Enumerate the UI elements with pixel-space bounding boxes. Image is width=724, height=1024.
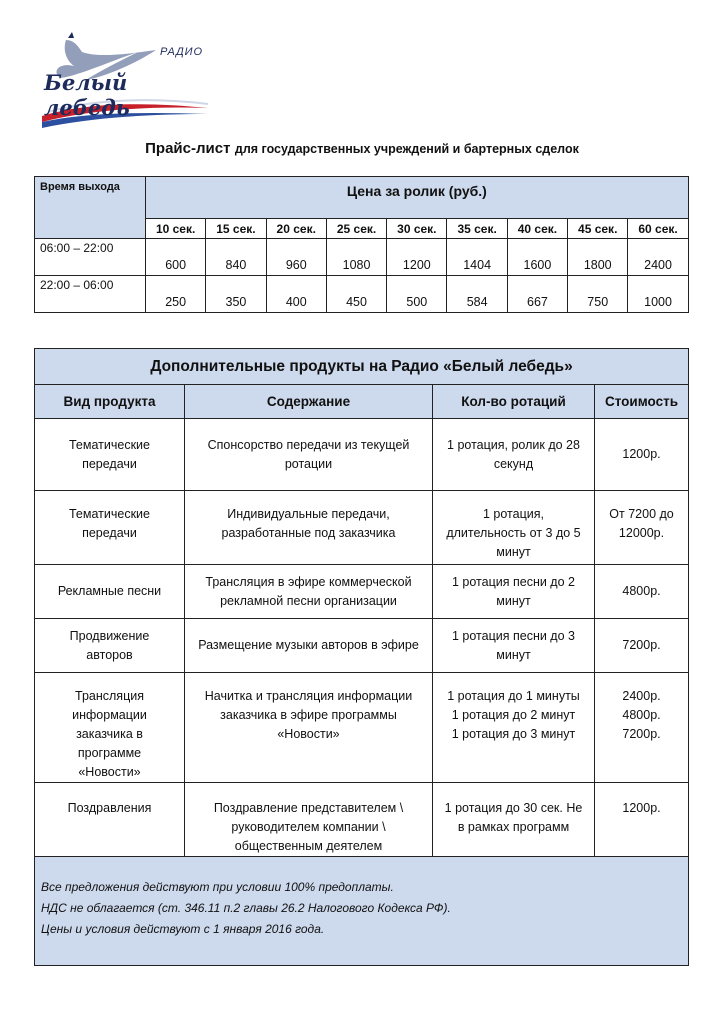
product-rotations-line: 1 ротация, ролик до 28	[447, 437, 580, 452]
product-content-line: Спонсорство передачи из текущей	[207, 437, 410, 452]
product-rotations-line: минут	[496, 647, 531, 662]
product-name-line: заказчика в	[76, 727, 143, 741]
product-row	[35, 419, 689, 491]
product-name-line: информации	[72, 708, 147, 722]
product-name-line: передачи	[82, 526, 137, 540]
price-cell: 1404	[447, 239, 507, 276]
price-row	[35, 276, 689, 313]
product-name	[35, 491, 185, 565]
product-name-line: Трансляция	[75, 689, 144, 703]
page-title	[0, 140, 724, 158]
product-price	[595, 419, 689, 491]
product-content-line: общественным деятелем	[234, 839, 383, 853]
price-cell: 667	[507, 276, 567, 313]
products-column-header: Стоимость	[595, 385, 689, 419]
product-content-line: разработанные под заказчика	[221, 526, 396, 540]
product-content	[185, 419, 433, 491]
product-rotations	[433, 783, 595, 857]
product-name-line: авторов	[86, 647, 133, 662]
price-cell: 1200	[387, 239, 447, 276]
product-name-line: Рекламные песни	[57, 584, 162, 598]
products-header-row	[35, 385, 689, 419]
product-price	[595, 491, 689, 565]
price-cell: 1080	[326, 239, 386, 276]
product-row	[35, 565, 689, 619]
product-rotations-line: 1 ротация до 30 сек. Не	[444, 801, 583, 815]
price-cell: 350	[206, 276, 266, 313]
product-rotations-line: минут	[496, 545, 531, 559]
product-name	[35, 619, 185, 673]
product-rotations	[433, 673, 595, 783]
duration-header: 15 сек.	[206, 219, 266, 239]
product-price-line: 2400р.	[622, 689, 661, 703]
page-title-subtitle: для государственных учреждений и бартерных сделок	[234, 142, 579, 156]
product-rotations-line: длительность от 3 до 5	[446, 526, 581, 540]
product-name-line: Поздравления	[67, 801, 152, 815]
products-column-header: Вид продукта	[35, 385, 185, 419]
product-content	[185, 565, 433, 619]
product-content-line: заказчика в эфире программы	[220, 708, 397, 722]
products-column-header: Кол-во ротаций	[433, 385, 595, 419]
product-row	[35, 673, 689, 783]
product-content-line: Поздравление представителем \	[213, 801, 404, 815]
products-title: Дополнительные продукты на Радио «Белый лебедь»	[35, 349, 689, 385]
price-cell: 840	[206, 239, 266, 276]
radio-logo	[38, 32, 218, 132]
product-content	[185, 619, 433, 673]
price-row	[35, 239, 689, 276]
time-slot: 06:00 – 22:00	[35, 239, 146, 276]
price-cell: 1000	[628, 276, 688, 313]
product-rotations	[433, 419, 595, 491]
product-name-line: программе	[77, 746, 142, 760]
product-content-line: «Новости»	[277, 727, 340, 741]
duration-header: 25 сек.	[326, 219, 386, 239]
product-price-line: 1200р.	[622, 447, 661, 461]
product-price	[595, 673, 689, 783]
product-name	[35, 783, 185, 857]
price-cell: 750	[568, 276, 628, 313]
product-content	[185, 673, 433, 783]
product-price-line: От 7200 до	[609, 507, 674, 521]
price-cell: 584	[447, 276, 507, 313]
duration-header: 10 сек.	[146, 219, 206, 239]
product-price-line: 4800р.	[622, 584, 661, 598]
price-cell: 250	[146, 276, 206, 313]
price-cell: 500	[387, 276, 447, 313]
product-price	[595, 783, 689, 857]
price-cell: 2400	[628, 239, 688, 276]
product-price	[595, 565, 689, 619]
product-content-line: Трансляция в эфире коммерческой	[205, 574, 412, 589]
product-rotations-line: 1 ротация,	[483, 507, 544, 521]
logo-title: Белый лебедь	[44, 70, 130, 120]
product-name-line: Продвижение	[69, 628, 150, 643]
duration-header: 40 сек.	[507, 219, 567, 239]
product-rotations-line: 1 ротация песни до 2	[452, 574, 575, 589]
price-cell: 600	[146, 239, 206, 276]
product-content-line: руководителем компании \	[231, 820, 386, 834]
product-rotations	[433, 491, 595, 565]
note-validity: Цены и условия действуют с 1 января 2016 года.	[41, 922, 325, 936]
price-cell: 1600	[507, 239, 567, 276]
price-cell: 450	[326, 276, 386, 313]
product-row	[35, 619, 689, 673]
product-rotations-line: в рамках программ	[457, 820, 570, 834]
product-price-line: 12000р.	[618, 526, 665, 540]
product-rotations	[433, 565, 595, 619]
product-content	[185, 491, 433, 565]
note-prepayment: Все предложения действуют при условии 100% предоплаты.	[41, 880, 394, 894]
product-content-line: рекламной песни организации	[220, 593, 397, 608]
price-table	[34, 176, 689, 313]
duration-header: 45 сек.	[568, 219, 628, 239]
price-cell: 400	[266, 276, 326, 313]
product-rotations-line: секунд	[493, 456, 534, 471]
product-rotations-line: 1 ротация песни до 3	[452, 628, 575, 643]
product-price-line: 7200р.	[622, 638, 661, 652]
duration-header: 60 сек.	[628, 219, 688, 239]
notes-block	[35, 857, 689, 966]
product-name-line: «Новости»	[78, 765, 141, 779]
product-rotations-line: 1 ротация до 2 минут	[451, 708, 576, 722]
product-content	[185, 783, 433, 857]
product-name	[35, 673, 185, 783]
price-cell: 960	[266, 239, 326, 276]
product-row	[35, 491, 689, 565]
product-content-line: ротации	[284, 456, 333, 471]
product-content-line: Размещение музыки авторов в эфире	[198, 638, 419, 652]
logo-radio-label: РАДИО	[160, 46, 204, 58]
product-name-line: передачи	[82, 456, 137, 471]
duration-header: 30 сек.	[387, 219, 447, 239]
time-slot: 22:00 – 06:00	[35, 276, 146, 313]
time-header: Время выхода	[35, 177, 146, 239]
product-price-line: 1200р.	[622, 801, 661, 815]
price-header: Цена за ролик (руб.)	[146, 177, 689, 219]
product-content-line: Индивидуальные передачи,	[227, 507, 390, 521]
product-content-line: Начитка и трансляция информации	[204, 689, 413, 703]
product-row	[35, 783, 689, 857]
product-name	[35, 419, 185, 491]
note-vat: НДС не облагается (ст. 346.11 п.2 главы 26.2 Налогового Кодекса РФ).	[41, 901, 451, 915]
price-cell: 1800	[568, 239, 628, 276]
product-price-line: 4800р.	[622, 708, 661, 722]
product-price	[595, 619, 689, 673]
product-price-line: 7200р.	[622, 727, 661, 741]
product-rotations-line: минут	[496, 593, 531, 608]
products-column-header: Содержание	[185, 385, 433, 419]
product-rotations-line: 1 ротация до 1 минуты	[447, 689, 580, 703]
product-name-line: Тематические	[69, 437, 150, 452]
product-name-line: Тематические	[69, 507, 150, 521]
page-title-main: Прайс-лист	[145, 140, 231, 157]
products-table	[34, 348, 689, 966]
duration-header: 20 сек.	[266, 219, 326, 239]
product-rotations-line: 1 ротация до 3 минут	[451, 727, 576, 741]
product-rotations	[433, 619, 595, 673]
product-name	[35, 565, 185, 619]
duration-header: 35 сек.	[447, 219, 507, 239]
